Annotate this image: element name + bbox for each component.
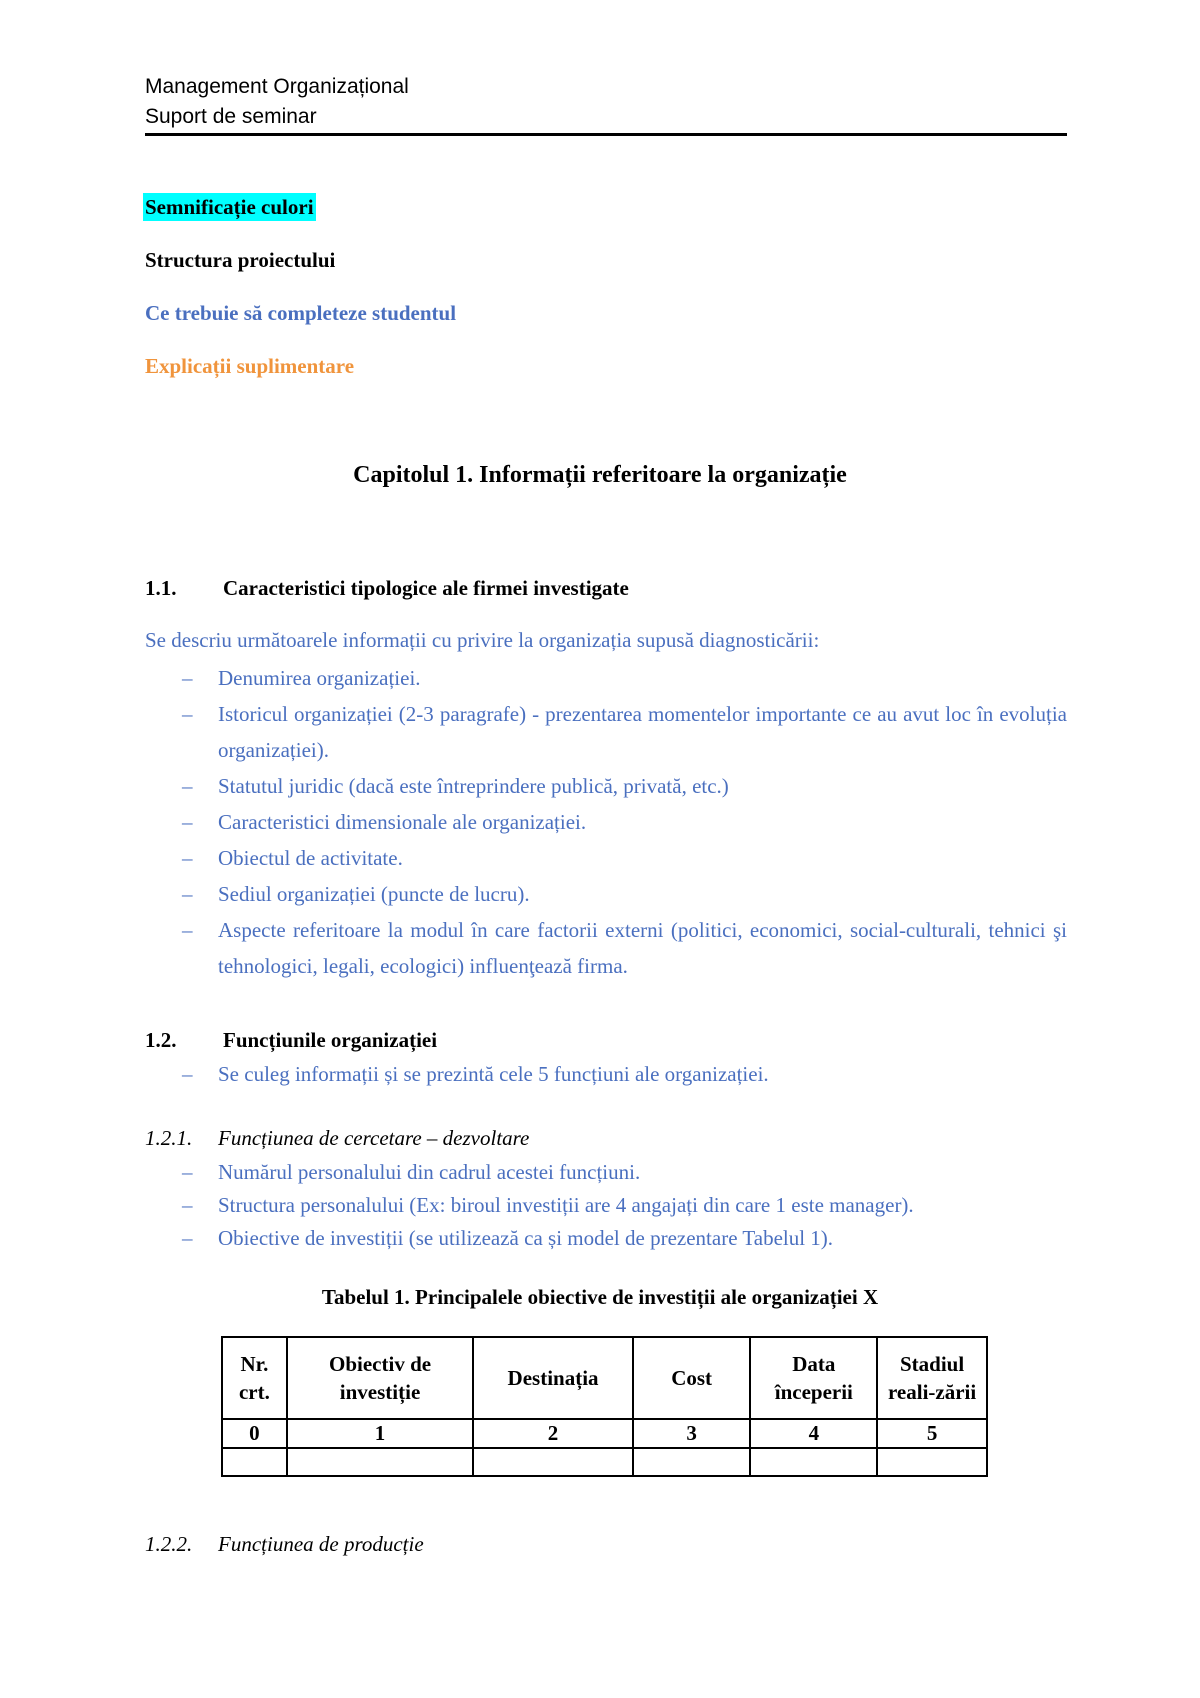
table-row <box>222 1419 987 1448</box>
table-header-cell: Stadiul reali-zării <box>877 1337 987 1419</box>
section-number: 1.2. <box>145 1028 177 1052</box>
list-item: – Aspecte referitoare la modul în care factorii externi (politici, economici, social-culturali, tehnici şi tehnologici, legali, ecologici) influenţează firma. <box>145 912 1067 984</box>
table-header-row <box>222 1337 987 1419</box>
section-1-2-1-list <box>145 1156 1067 1255</box>
header-course-title: Management Organizațional <box>145 75 409 98</box>
table-cell <box>633 1448 751 1476</box>
section-number: 1.2.2. <box>145 1532 193 1556</box>
section-1-1-list <box>145 660 1067 984</box>
table-header-cell: Destinația <box>473 1337 633 1419</box>
list-item: – Se culeg informații și se prezintă cele 5 funcțiuni ale organizației. <box>145 1058 1067 1091</box>
list-item: – Denumirea organizației. <box>145 660 1067 696</box>
list-item: – Istoricul organizației (2-3 paragrafe) - prezentarea momentelor importante ce au avut loc în evoluția organizației). <box>145 696 1067 768</box>
list-item: – Sediul organizației (puncte de lucru). <box>145 876 1067 912</box>
table-cell: 0 <box>222 1419 287 1448</box>
table-header-cell: Nr. crt. <box>222 1337 287 1419</box>
legend-student: Ce trebuie să completeze studentul <box>145 301 457 325</box>
section-title: Caracteristici tipologice ale firmei investigate <box>223 576 629 600</box>
table-cell <box>877 1448 987 1476</box>
list-item: – Numărul personalului din cadrul acestei funcțiuni. <box>145 1156 1067 1189</box>
table-header-cell: Cost <box>633 1337 751 1419</box>
list-item: – Caracteristici dimensionale ale organizației. <box>145 804 1067 840</box>
table-cell: 2 <box>473 1419 633 1448</box>
table-header-cell: Obiectiv de investiție <box>287 1337 473 1419</box>
header-subtitle: Suport de seminar <box>145 105 317 128</box>
list-item: – Obiectul de activitate. <box>145 840 1067 876</box>
table-cell: 3 <box>633 1419 751 1448</box>
table-cell <box>750 1448 877 1476</box>
table-row <box>222 1448 987 1476</box>
legend-structure: Structura proiectului <box>145 248 336 272</box>
section-1-2-1-heading <box>145 1126 529 1151</box>
section-1-1-intro: Se descriu următoarele informații cu privire la organizația supusă diagnosticării: <box>145 628 820 652</box>
section-title: Funcțiunile organizației <box>223 1028 438 1052</box>
list-item: – Statutul juridic (dacă este întreprindere publică, privată, etc.) <box>145 768 1067 804</box>
table-cell <box>222 1448 287 1476</box>
legend-title: Semnificație culori <box>145 195 314 219</box>
investment-objectives-table <box>221 1336 988 1477</box>
table-cell <box>287 1448 473 1476</box>
table-cell: 1 <box>287 1419 473 1448</box>
section-1-2-2-heading <box>145 1532 424 1557</box>
section-1-2-list <box>145 1058 1067 1091</box>
legend-extra: Explicații suplimentare <box>145 354 355 378</box>
section-number: 1.1. <box>145 576 177 600</box>
section-1-2-heading <box>145 1028 437 1053</box>
chapter-title: Capitolul 1. Informații referitoare la organizație <box>353 462 847 488</box>
section-title: Funcțiunea de cercetare – dezvoltare <box>218 1126 530 1150</box>
table-cell <box>473 1448 633 1476</box>
section-number: 1.2.1. <box>145 1126 193 1150</box>
table-cell: 4 <box>750 1419 877 1448</box>
table-cell: 5 <box>877 1419 987 1448</box>
table-header-cell: Data începerii <box>750 1337 877 1419</box>
list-item: – Structura personalului (Ex: biroul investiții are 4 angajați din care 1 este manager). <box>145 1189 1067 1222</box>
section-1-1-heading <box>145 576 629 601</box>
section-title: Funcțiunea de producție <box>218 1532 424 1556</box>
legend-title-line <box>145 195 316 220</box>
table-caption: Tabelul 1. Principalele obiective de investiții ale organizației X <box>321 1285 879 1309</box>
list-item: – Obiective de investiții (se utilizează ca și model de prezentare Tabelul 1). <box>145 1222 1067 1255</box>
header-divider <box>145 133 1067 136</box>
page-header <box>145 72 409 132</box>
